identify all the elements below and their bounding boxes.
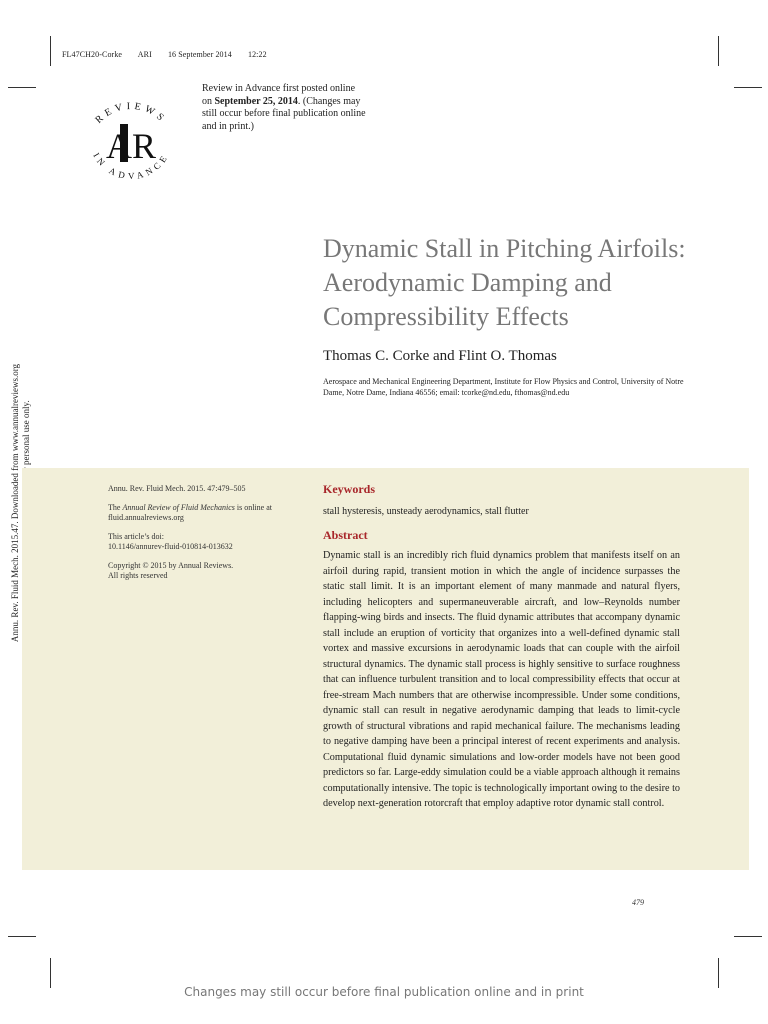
crop-mark [734,936,762,937]
online-prefix: The [108,502,123,512]
crop-mark [8,87,36,88]
page-number: 479 [632,898,644,907]
copyright: Copyright © 2015 by Annual Reviews. [108,560,234,570]
crop-mark [8,936,36,937]
advance-notice-on: on [202,95,215,107]
keywords-heading: Keywords [323,482,375,496]
svg-text:REVIEWS [93,101,168,126]
running-head-time: 12:22 [247,50,267,59]
advance-notice-rest: . (Changes may still occur before final publication online and in print.) [202,95,366,132]
keywords-list: stall hysteresis, unsteady aerodynamics, stall flutter [323,506,529,517]
abstract-text: Dynamic stall is an incredibly rich fluid dynamics problem that manifests itself on an airfoil during rapid, transient motion in which the angle of incidence surpasses the static stall limit. It is an important element of many manmade and natural flyers, including helicopters and supermaneuverable aircraft, and low–Reynolds number flapping-wing birds and insects. The fluid dynamic attributes that accompany dynamic stall include an eruption of vorticity that organizes into a well-defined dynamic stall vortex and massive excursions in aerodynamic loads that can couple with the airfoil structural dynamics. The dynamic stall process is highly sensitive to surface roughness that can influence turbulent transition and to local compressibility effects that occur at free-stream Mach numbers that are otherwise incompressible. Under some conditions, dynamic stall can result in negative aerodynamic damping that leads to limit-cycle growth of structural vibrations and rapid mechanical failure. The mechanisms leading to negative damping have been a principal interest of recent experiments and analysis. Computational fluid dynamic simulations and low-order models have not been good predictors so far. Large-eddy simulation could be a viable approach although it remains computationally intensive. The topic is technologically important owing to the desire to develop next-generation rotorcraft that employ adaptive rotor dynamic stall control. [323,550,680,809]
running-head-code: FL47CH20-Corke [62,50,123,59]
doi-value[interactable]: 10.1146/annurev-fluid-010814-013632 [108,542,233,551]
logo-bottom-text: IN ADVANCE [91,150,171,182]
running-head-journal: ARI [137,50,152,59]
author-affiliation: Aerospace and Mechanical Engineering Department, Institute for Flow Physics and Control, University of Notre Dame, Notre Dame, Indiana 46556; email: tcorke@nd.edu, fthomas@nd.edu [323,377,684,397]
download-note-line1: Annu. Rev. Fluid Mech. 2015.47. Downloaded from www.annualreviews.org [10,363,20,643]
reviews-in-advance-logo [76,80,186,198]
running-head-date: 16 September 2014 [167,50,232,59]
crop-mark [718,958,719,988]
prepub-footer: Changes may still occur before final publication online and in print [184,985,584,999]
crop-mark [734,87,762,88]
logo-top-text: REVIEWS [93,101,169,126]
doi-label: This article’s doi: [108,531,164,541]
online-suffix: is online at fluid.annualreviews.org [108,502,272,522]
advance-notice [202,83,377,133]
advance-notice-line1: Review in Advance first posted online [202,83,356,94]
crop-mark [718,36,719,66]
crop-mark [50,36,51,66]
doi-block [108,532,298,553]
article-authors: Thomas C. Corke and Flint O. Thomas [323,348,557,364]
citation: Annu. Rev. Fluid Mech. 2015. 47:479–505 [108,484,246,493]
advance-notice-date: September 25, 2014 [214,95,298,107]
running-head [62,50,281,59]
article-title: Dynamic Stall in Pitching Airfoils: Aerodynamic Damping and Compressibility Effects [323,234,686,331]
crop-mark [50,958,51,988]
copyright-block [108,561,298,582]
online-note [108,503,298,524]
journal-name: Annual Review of Fluid Mechanics [122,502,235,512]
abstract-heading: Abstract [323,528,368,542]
rights: All rights reserved [108,571,168,580]
article-meta [108,484,298,590]
logo-letters: AR [105,126,157,166]
